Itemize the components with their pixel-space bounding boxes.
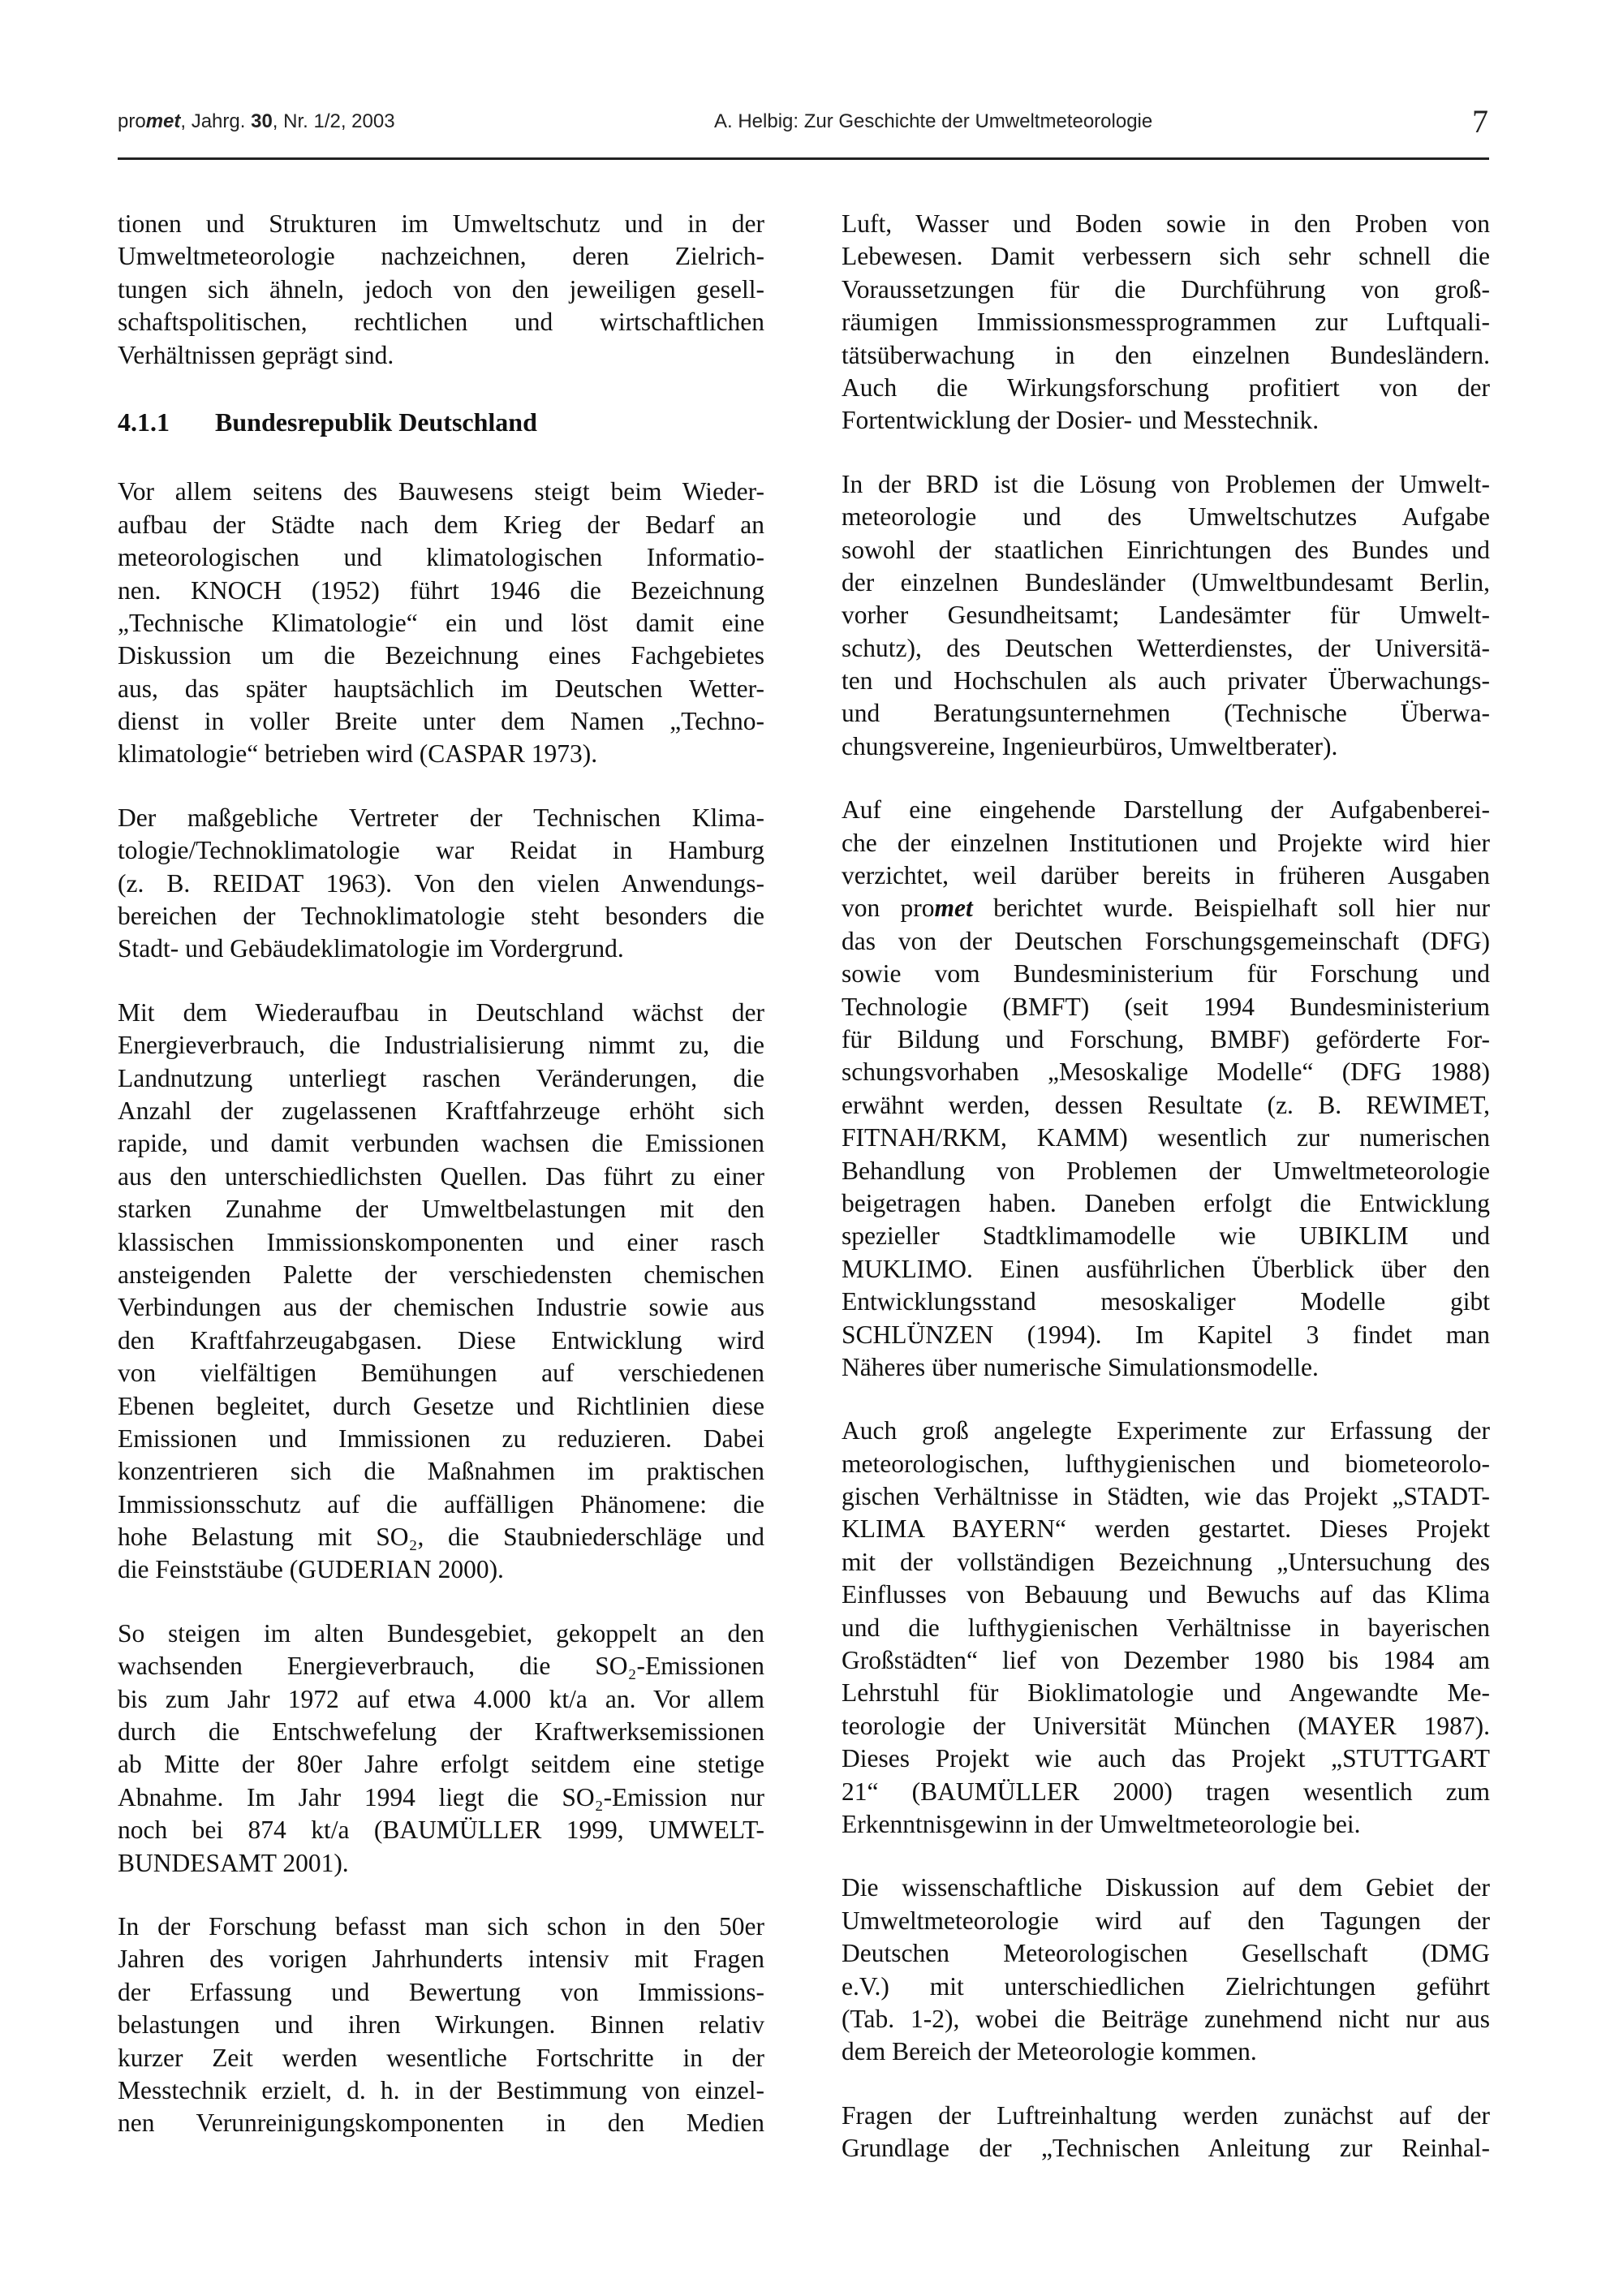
text-segment: von pro (842, 894, 935, 923)
text-segment: met (934, 894, 973, 923)
text-line: Fortentwicklung der Dosier- und Messtechnik. (842, 406, 1319, 435)
text-line: der einzelnen Bundesländer (Umweltbundesamt Berlin, (842, 567, 1490, 597)
text-line: ab Mitte der 80er Jahre erfolgt seitdem eine stetige (118, 1750, 764, 1779)
text-line: verzichtet, weil darüber bereits in früheren Ausgaben (842, 861, 1490, 890)
text-line: tätsüberwachung in den einzelnen Bundesländern. (842, 340, 1490, 369)
journal-issue: , Nr. 1/2, 2003 (272, 110, 395, 132)
journal-citation (118, 110, 395, 133)
running-title: A. Helbig: Zur Geschichte der Umweltmeteorologie (714, 110, 1153, 132)
text-line: e.V.) mit unterschiedlichen Zielrichtungen geführt (842, 1971, 1490, 2001)
text-line: 21“ (BAUMÜLLER 2000) tragen wesentlich zum (842, 1777, 1490, 1806)
text-line: aufbau der Städte nach dem Krieg der Bedarf an (118, 510, 764, 539)
text-line: schungsvorhaben „Mesoskalige Modelle“ (DFG 1988) (842, 1058, 1490, 1087)
left-column (118, 208, 764, 2171)
text-line: Lebewesen. Damit verbessern sich sehr schnell die (842, 242, 1490, 271)
journal-name-bold: met (145, 110, 181, 132)
text-line: Emissionen und Immissionen zu reduzieren. Dabei (118, 1424, 764, 1453)
text-line: nen. KNOCH (1952) führt 1946 die Bezeichnung (118, 575, 764, 605)
text-line: Auf eine eingehende Darstellung der Aufgabenberei- (842, 795, 1490, 825)
text-line: aus, das später hauptsächlich im Deutschen Wetter- (118, 674, 764, 703)
paragraph (118, 476, 764, 771)
text-line: dem Bereich der Meteorologie kommen. (842, 2037, 1257, 2066)
text-line: tungen sich ähneln, jedoch von den jeweiligen gesell- (118, 274, 764, 304)
text-line: den Kraftfahrzeugabgasen. Diese Entwicklung wird (118, 1325, 764, 1355)
paragraph (842, 468, 1490, 764)
text-line: Voraussetzungen für die Durchführung von groß- (842, 274, 1490, 304)
text-line: Dieses Projekt wie auch das Projekt „STUTTGART (842, 1744, 1490, 1773)
paragraph (118, 1618, 764, 1880)
text-line: mit der vollständigen Bezeichnung „Untersuchung des (842, 1547, 1490, 1576)
text-line: ten und Hochschulen als auch privater Überwachungs- (842, 666, 1490, 696)
text-line: SCHLÜNZEN (1994). Im Kapitel 3 findet man (842, 1320, 1490, 1349)
section-heading (118, 406, 764, 438)
text-line: Der maßgebliche Vertreter der Technischen Klima- (118, 803, 764, 832)
text-line: beigetragen haben. Daneben erfolgt die Entwicklung (842, 1188, 1490, 1217)
text-line: sowie vom Bundesministerium für Forschung und (842, 959, 1490, 989)
text-line: Diskussion um die Bezeichnung eines Fachgebietes (118, 641, 764, 670)
text-line (842, 892, 1490, 924)
text-line: bis zum Jahr 1972 auf etwa 4.000 kt/a an. Vor allem (118, 1684, 764, 1713)
paragraph (842, 1872, 1490, 2068)
paragraph (842, 2100, 1490, 2165)
journal-name-prefix: pro (118, 110, 146, 132)
text-line: meteorologischen und klimatologischen Informatio- (118, 543, 764, 572)
text-line: Entwicklungsstand mesoskaliger Modelle gibt (842, 1287, 1490, 1316)
text-line: tionen und Strukturen im Umweltschutz und in der (118, 209, 764, 238)
text-line: hohe Belastung mit SO₂, die Staubniederschläge und (118, 1523, 764, 1552)
text-line: Mit dem Wiederaufbau in Deutschland wächst der (118, 997, 764, 1027)
paragraph (118, 1910, 764, 2140)
text-line: räumigen Immissionsmessprogrammen zur Luftquali- (842, 308, 1490, 337)
paragraph (118, 802, 764, 966)
text-line: noch bei 874 kt/a (BAUMÜLLER 1999, UMWELT- (118, 1816, 764, 1845)
text-line: Abnahme. Im Jahr 1994 liegt die SO₂-Emission nur (118, 1782, 764, 1811)
text-line: rapide, und damit verbunden wachsen die Emissionen (118, 1129, 764, 1158)
text-line: durch die Entschwefelung der Kraftwerksemissionen (118, 1717, 764, 1747)
text-line: tologie/Technoklimatologie war Reidat in Hamburg (118, 836, 764, 865)
text-line: Umweltmeteorologie nachzeichnen, deren Zielrich- (118, 242, 764, 271)
text-line: Jahren des vorigen Jahrhunderts intensiv mit Fragen (118, 1945, 764, 1974)
journal-year: , Jahrg. (180, 110, 252, 132)
text-line: Verbindungen aus der chemischen Industrie sowie aus (118, 1293, 764, 1322)
paragraph (118, 208, 764, 372)
text-line: Fragen der Luftreinhaltung werden zunächst auf der (842, 2100, 1490, 2130)
text-line: vorher Gesundheitsamt; Landesämter für Umwelt- (842, 601, 1490, 630)
text-line: (Tab. 1-2), wobei die Beiträge zunehmend nicht nur aus (842, 2004, 1490, 2033)
text-segment: berichtet wurde. Beispielhaft soll hier nur (972, 894, 1490, 923)
text-line: So steigen im alten Bundesgebiet, gekoppelt an den (118, 1618, 764, 1648)
right-column (842, 208, 1490, 2195)
journal-volume: 30 (251, 110, 273, 132)
text-line: meteorologischen, lufthygienischen und biometeorolo- (842, 1449, 1490, 1478)
text-line: Verhältnissen geprägt sind. (118, 340, 394, 369)
text-line: Grundlage der „Technischen Anleitung zur Reinhal- (842, 2134, 1490, 2163)
text-line: bereichen der Technoklimatologie steht besonders die (118, 902, 764, 931)
text-line: ansteigenden Palette der verschiedensten chemischen (118, 1260, 764, 1289)
text-line: Energieverbrauch, die Industrialisierung nimmt zu, die (118, 1031, 764, 1060)
text-line: Messtechnik erzielt, d. h. in der Bestimmung von einzel- (118, 2075, 764, 2104)
text-line: Erkenntnisgewinn in der Umweltmeteorologie bei. (842, 1809, 1361, 1838)
text-line: teorologie der Universität München (MAYER 1987). (842, 1711, 1490, 1740)
text-line: und die lufthygienischen Verhältnisse in bayerischen (842, 1613, 1490, 1642)
text-line: che der einzelnen Institutionen und Projekte wird hier (842, 828, 1490, 857)
text-line: Großstädten“ lief von Dezember 1980 bis 1984 am (842, 1646, 1490, 1675)
text-line: der Erfassung und Bewertung von Immissions- (118, 1977, 764, 2006)
text-line: Stadt- und Gebäudeklimatologie im Vordergrund. (118, 934, 624, 963)
text-line: MUKLIMO. Einen ausführlichen Überblick über den (842, 1254, 1490, 1283)
page-number: 7 (1472, 103, 1488, 140)
text-line: und Beratungsunternehmen (Technische Überwa- (842, 699, 1490, 728)
text-line: In der Forschung befasst man sich schon in den 50er (118, 1911, 764, 1941)
paragraph (842, 1415, 1490, 1841)
text-line: dienst in voller Breite unter dem Namen „Techno- (118, 707, 764, 736)
text-line: Einflusses von Bebauung und Bewuchs auf das Klima (842, 1580, 1490, 1609)
text-line: starken Zunahme der Umweltbelastungen mit den (118, 1195, 764, 1224)
section-number: 4.1.1 (118, 407, 170, 437)
text-line: belastungen und ihren Wirkungen. Binnen relativ (118, 2010, 764, 2040)
text-line: das von der Deutschen Forschungsgemeinschaft (DFG) (842, 926, 1490, 955)
text-line: In der BRD ist die Lösung von Problemen der Umwelt- (842, 469, 1490, 498)
text-line: klimatologie“ betrieben wird (CASPAR 1973). (118, 739, 598, 769)
text-line: schutz), des Deutschen Wetterdienstes, der Universitä- (842, 633, 1490, 662)
text-line: Auch die Wirkungsforschung profitiert von der (842, 373, 1490, 402)
text-line: sowohl der staatlichen Einrichtungen des Bundes und (842, 535, 1490, 564)
text-line: Die wissenschaftliche Diskussion auf dem Gebiet der (842, 1873, 1490, 1902)
text-line: Auch groß angelegte Experimente zur Erfassung der (842, 1416, 1490, 1445)
text-line: gischen Verhältnisse in Städten, wie das Projekt „STADT- (842, 1482, 1490, 1511)
text-line: schaftspolitischen, rechtlichen und wirtschaftlichen (118, 308, 764, 337)
text-line: Umweltmeteorologie wird auf den Tagungen der (842, 1906, 1490, 1935)
text-line: konzentrieren sich die Maßnahmen im praktischen (118, 1457, 764, 1486)
text-line: FITNAH/RKM, KAMM) wesentlich zur numerischen (842, 1123, 1490, 1152)
text-line: Deutschen Meteorologischen Gesellschaft (DMG (842, 1939, 1490, 1968)
text-line: (z. B. REIDAT 1963). Von den vielen Anwendungs- (118, 868, 764, 898)
paragraph (118, 997, 764, 1587)
text-line: nen Verunreinigungskomponenten in den Medien (118, 2109, 764, 2138)
text-line: kurzer Zeit werden wesentliche Fortschritte in der (118, 2043, 764, 2072)
text-line: Lehrstuhl für Bioklimatologie und Angewandte Me- (842, 1678, 1490, 1708)
text-line: klassischen Immissionskomponenten und einer rasch (118, 1227, 764, 1256)
text-line: Näheres über numerische Simulationsmodelle. (842, 1352, 1319, 1381)
text-line: Immissionsschutz auf die auffälligen Phänomene: die (118, 1489, 764, 1518)
text-line: Behandlung von Problemen der Umweltmeteorologie (842, 1156, 1490, 1185)
text-line: aus den unterschiedlichsten Quellen. Das führt zu einer (118, 1161, 764, 1191)
text-line: Luft, Wasser und Boden sowie in den Proben von (842, 209, 1490, 238)
text-line: meteorologie und des Umweltschutzes Aufgabe (842, 502, 1490, 532)
text-line: erwähnt werden, dessen Resultate (z. B. REWIMET, (842, 1090, 1490, 1119)
text-line: Ebenen begleitet, durch Gesetze und Richtlinien diese (118, 1391, 764, 1420)
text-line: spezieller Stadtklimamodelle wie UBIKLIM und (842, 1221, 1490, 1251)
text-line: „Technische Klimatologie“ ein und löst damit eine (118, 608, 764, 637)
text-line: Technologie (BMFT) (seit 1994 Bundesministerium (842, 992, 1490, 1021)
text-line: KLIMA BAYERN“ werden gestartet. Dieses Projekt (842, 1514, 1490, 1544)
section-title: Bundesrepublik Deutschland (215, 407, 537, 437)
text-line: die Feinststäube (GUDERIAN 2000). (118, 1555, 504, 1584)
header-rule (118, 157, 1489, 160)
text-line: chungsvereine, Ingenieurbüros, Umweltberater). (842, 731, 1338, 760)
text-line: BUNDESAMT 2001). (118, 1848, 349, 1877)
text-line: wachsenden Energieverbrauch, die SO₂-Emissionen (118, 1652, 764, 1681)
text-line: für Bildung und Forschung, BMBF) geförderte For- (842, 1024, 1490, 1053)
text-line: Anzahl der zugelassenen Kraftfahrzeuge erhöht sich (118, 1096, 764, 1125)
paragraph (842, 794, 1490, 1384)
text-line: Vor allem seitens des Bauwesens steigt beim Wieder- (118, 477, 764, 506)
text-line: Landnutzung unterliegt raschen Veränderungen, die (118, 1063, 764, 1092)
text-line: von vielfältigen Bemühungen auf verschiedenen (118, 1359, 764, 1388)
paragraph (842, 208, 1490, 437)
